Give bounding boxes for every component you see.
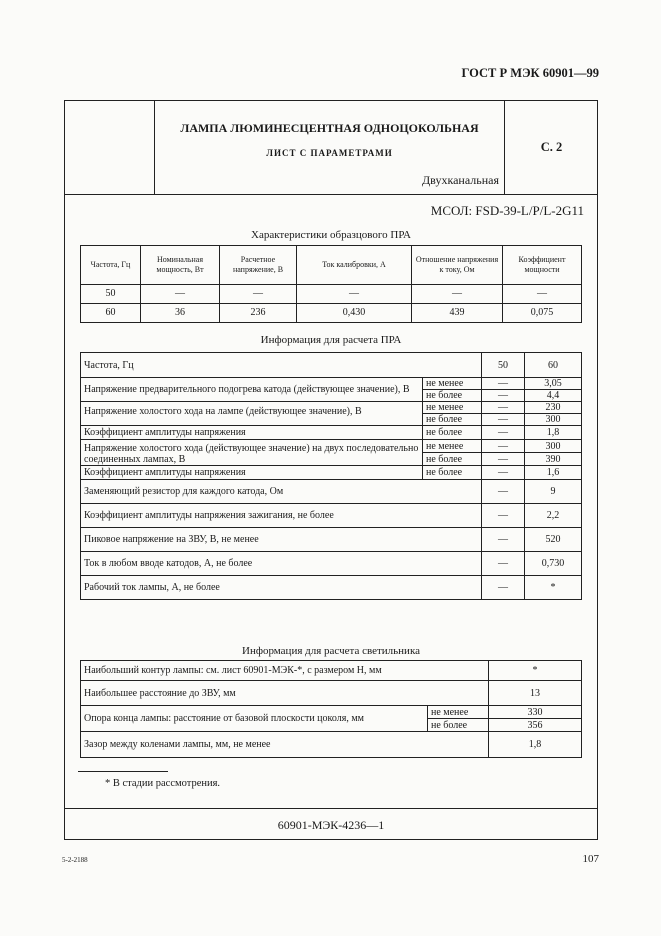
- table-cell: 236: [220, 304, 297, 323]
- table-cell: 1,8: [489, 732, 582, 758]
- ref-ballast-table: [80, 245, 582, 323]
- table-cell: —: [482, 453, 525, 466]
- table-cell: 9: [525, 480, 582, 504]
- table-row: [81, 440, 582, 453]
- table-row: [81, 706, 582, 719]
- table-row: [81, 402, 582, 414]
- table-cell: Напряжение холостого хода на лампе (действующее значение), В: [81, 402, 423, 426]
- table-row: [81, 576, 582, 600]
- table-cell: не более: [423, 466, 482, 480]
- table-cell: не менее: [423, 378, 482, 390]
- table-row: [81, 285, 582, 304]
- table-cell: Наибольший контур лампы: см. лист 60901-МЭК-*, с размером Н, мм: [81, 661, 489, 681]
- table-cell: —: [482, 440, 525, 453]
- table-cell: —: [503, 285, 582, 304]
- table-cell: —: [220, 285, 297, 304]
- ballast-info-table: [80, 352, 582, 600]
- table-row: [81, 681, 582, 706]
- table-cell: —: [482, 576, 525, 600]
- table-cell: —: [482, 480, 525, 504]
- sheet-title: ЛАМПА ЛЮМИНЕСЦЕНТНАЯ ОДНОЦОКОЛЬНАЯ: [180, 121, 479, 135]
- luminaire-info-table: [80, 660, 582, 758]
- table-cell: Ток в любом вводе катодов, А, не более: [81, 552, 482, 576]
- table-cell: 300: [525, 414, 582, 426]
- table-cell: 36: [141, 304, 220, 323]
- table-cell: 390: [525, 453, 582, 466]
- col-header: Ток калибровки, А: [297, 246, 412, 285]
- header-bottom-rule: [64, 194, 598, 195]
- table-cell: Напряжение предварительного подогрева катода (действующее значение), В: [81, 378, 423, 402]
- table-row: [81, 552, 582, 576]
- ballast-info-caption: Информация для расчета ПРА: [260, 334, 402, 346]
- page-number: 107: [582, 853, 599, 865]
- table-row: [81, 732, 582, 758]
- table-cell: 330: [489, 706, 582, 719]
- table-cell: —: [141, 285, 220, 304]
- table-cell: —: [297, 285, 412, 304]
- table-cell: 60: [525, 353, 582, 378]
- table-cell: Зазор между коленами лампы, мм, не менее: [81, 732, 489, 758]
- table-cell: 1,8: [525, 426, 582, 440]
- table-cell: Заменяющий резистор для каждого катода, Ом: [81, 480, 482, 504]
- table-cell: Наибольшее расстояние до ЗВУ, мм: [81, 681, 489, 706]
- table-cell: —: [482, 426, 525, 440]
- sheet-code: 60901-МЭК-4236—1: [277, 818, 385, 832]
- table-cell: не менее: [423, 440, 482, 453]
- lamp-type: Двухканальная: [422, 173, 499, 187]
- col-header: Расчетное напряжение, В: [220, 246, 297, 285]
- footnote: * В стадии рассмотрения.: [105, 778, 221, 789]
- table-cell: 520: [525, 528, 582, 552]
- table-cell: не менее: [428, 706, 489, 719]
- table-cell: 230: [525, 402, 582, 414]
- page-label: С. 2: [540, 140, 563, 154]
- table-row: [81, 378, 582, 390]
- table-cell: —: [482, 402, 525, 414]
- table-cell: не более: [423, 414, 482, 426]
- table-cell: Коэффициент амплитуды напряжения зажигания, не более: [81, 504, 482, 528]
- table-row: [81, 480, 582, 504]
- footnote-rule: [78, 771, 168, 772]
- ref-ballast-caption: Характеристики образцового ПРА: [251, 229, 411, 241]
- table-cell: Частота, Гц: [81, 353, 482, 378]
- table-cell: —: [482, 466, 525, 480]
- table-row: [81, 528, 582, 552]
- table-cell: Пиковое напряжение на ЗВУ, В, не менее: [81, 528, 482, 552]
- table-cell: Коэффициент амплитуды напряжения: [81, 426, 423, 440]
- table-cell: —: [412, 285, 503, 304]
- table-row: [81, 304, 582, 323]
- table-cell: не менее: [423, 402, 482, 414]
- table-cell: Напряжение холостого хода (действующее значение) на двух последовательно соединенных лампах, В: [81, 440, 423, 466]
- header-divider-left: [154, 100, 155, 194]
- table-cell: 4,4: [525, 390, 582, 402]
- table-cell: не более: [423, 426, 482, 440]
- table-cell: 60: [81, 304, 141, 323]
- table-cell: 300: [525, 440, 582, 453]
- table-cell: *: [489, 661, 582, 681]
- table-cell: 0,730: [525, 552, 582, 576]
- col-header: Частота, Гц: [81, 246, 141, 285]
- col-header: Отношение напряжения к току, Ом: [412, 246, 503, 285]
- table-cell: —: [482, 552, 525, 576]
- table-cell: 50: [81, 285, 141, 304]
- table-cell: 13: [489, 681, 582, 706]
- footer-top-rule: [64, 808, 598, 809]
- table-header-row: [81, 246, 582, 285]
- table-cell: 439: [412, 304, 503, 323]
- table-cell: —: [482, 378, 525, 390]
- table-cell: не более: [423, 390, 482, 402]
- table-cell: 1,6: [525, 466, 582, 480]
- table-row: [81, 661, 582, 681]
- standard-number: ГОСТ Р МЭК 60901—99: [461, 66, 599, 80]
- table-cell: Коэффициент амплитуды напряжения: [81, 466, 423, 480]
- table-cell: не более: [423, 453, 482, 466]
- table-cell: —: [482, 504, 525, 528]
- table-cell: 356: [489, 719, 582, 732]
- table-cell: 50: [482, 353, 525, 378]
- table-row: [81, 466, 582, 480]
- col-header: Коэффициент мощности: [503, 246, 582, 285]
- sheet-subtitle: ЛИСТ С ПАРАМЕТРАМИ: [266, 148, 393, 158]
- table-cell: Рабочий ток лампы, А, не более: [81, 576, 482, 600]
- table-cell: 0,430: [297, 304, 412, 323]
- col-header: Номинальная мощность, Вт: [141, 246, 220, 285]
- table-cell: —: [482, 528, 525, 552]
- table-cell: *: [525, 576, 582, 600]
- table-cell: —: [482, 390, 525, 402]
- table-row: [81, 426, 582, 440]
- msol-designation: МСОЛ: FSD-39-L/P/L-2G11: [430, 203, 584, 218]
- table-cell: 3,05: [525, 378, 582, 390]
- table-cell: не более: [428, 719, 489, 732]
- table-row: [81, 353, 582, 378]
- table-cell: 0,075: [503, 304, 582, 323]
- table-cell: —: [482, 414, 525, 426]
- table-cell: 2,2: [525, 504, 582, 528]
- table-row: [81, 504, 582, 528]
- print-code: 5-2-2188: [62, 856, 88, 864]
- luminaire-info-caption: Информация для расчета светильника: [242, 645, 420, 657]
- table-cell: Опора конца лампы: расстояние от базовой плоскости цоколя, мм: [81, 706, 428, 732]
